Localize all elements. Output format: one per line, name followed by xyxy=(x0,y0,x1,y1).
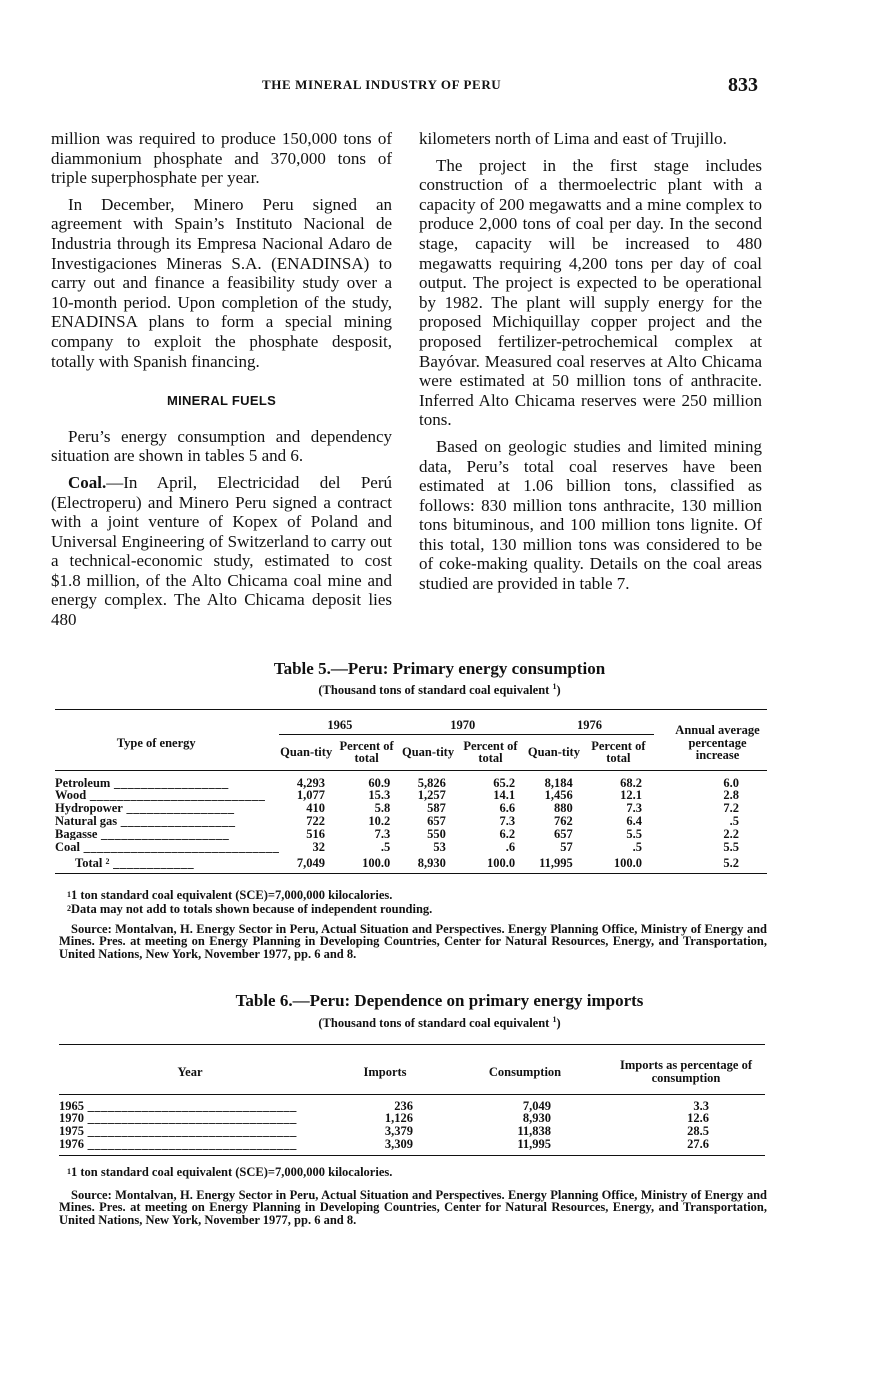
table-cell: 6.2 xyxy=(499,826,516,841)
table5-footnote-1: $^1$1 ton standard coal equivalent (SCE)=7,000,000 kilocalories. xyxy=(67,888,393,902)
table-cell: 12.1 xyxy=(620,788,642,803)
table-row xyxy=(55,840,767,853)
col-header-type: Type of energy xyxy=(116,735,196,750)
section-heading: MINERAL FUELS xyxy=(166,393,277,409)
table-row xyxy=(59,1138,765,1151)
table-cell: 1,257 xyxy=(417,788,446,803)
table-cell: 1,077 xyxy=(296,788,325,803)
table-cell: 5,826 xyxy=(417,775,446,790)
paragraph: In December, Minero Peru signed an agreement with Spain’s Instituto Nacional de Industria through its Empresa Nacional Adaro de Investigaciones Mineras S.A. (ENADINSA) to carry out and finance a feasibility study over a 10-month period. Upon completion of the study, ENADINSA plans to form a special mining company to exploit the phosphate desposit, totally with Spanish financing. xyxy=(51,194,392,371)
table-cell-consumption: 7,049 xyxy=(522,1098,551,1113)
table-row xyxy=(55,828,767,841)
table6 xyxy=(59,1050,765,1156)
table-row xyxy=(59,1125,765,1138)
table-cell: 5.5 xyxy=(626,826,642,841)
year-header: 1976 xyxy=(525,716,654,734)
table-cell: 6.0 xyxy=(723,775,739,790)
table-cell: 14.1 xyxy=(493,788,516,803)
table-cell-pct: 12.6 xyxy=(687,1111,709,1126)
year-header: 1965 xyxy=(279,716,400,734)
total-cell: 7,049 xyxy=(296,856,325,871)
table-cell-pct: 3.3 xyxy=(693,1098,709,1113)
table-cell: 10.2 xyxy=(368,814,391,829)
col-header-annual: Annual average percentage increase xyxy=(675,723,760,762)
table-cell: 657 xyxy=(554,826,573,841)
table5-top-rule xyxy=(55,709,767,710)
col-header-pct-consumption: Imports as percentage of consumption xyxy=(619,1058,753,1085)
paragraph: million was required to produce 150,000 tons of diammonium phosphate and 370,000 tons of triple superphosphate per year. xyxy=(51,129,392,188)
table-cell-pct: 28.5 xyxy=(687,1124,709,1139)
table-cell: 516 xyxy=(306,826,325,841)
table-cell: .5 xyxy=(632,839,642,854)
table-cell: 762 xyxy=(554,814,573,829)
table-cell-consumption: 11,995 xyxy=(517,1137,551,1152)
col-header-pct: Percent of total xyxy=(463,738,518,765)
table-cell: .5 xyxy=(380,839,391,854)
year-header: 1970 xyxy=(400,716,525,734)
total-cell: 11,995 xyxy=(539,856,573,871)
table-cell: 550 xyxy=(427,826,446,841)
col-header-qty: Quan-tity xyxy=(527,744,580,759)
table6-subtitle: (Thousand tons of standard coal equivalent $^1$) xyxy=(318,1015,561,1030)
paragraph: kilometers north of Lima and east of Trujillo. xyxy=(419,129,727,148)
table-cell: 7.2 xyxy=(723,801,739,816)
table-cell: 65.2 xyxy=(493,775,516,790)
table6-source: Source: Montalvan, H. Energy Sector in Peru, Actual Situation and Perspectives. Energy Planning Office, Ministry of Energy and Mines. Pres. at meeting on Energy Planning in Developing Countries, Center for Natural Resources, Energy, and Transportation, United Nations, New York, November 1977, pp. 6 and 8. xyxy=(59,1188,767,1227)
table-cell: 57 xyxy=(560,839,573,854)
col-header-qty: Quan-tity xyxy=(402,744,455,759)
row-year: 1976 _______________________________ xyxy=(59,1137,297,1151)
table-cell: 5.5 xyxy=(723,839,739,854)
table-row xyxy=(55,789,767,802)
total-cell: 100.0 xyxy=(613,856,642,871)
table-row xyxy=(59,1100,765,1113)
table-cell-imports: 1,126 xyxy=(384,1111,413,1126)
row-label: Wood __________________________ xyxy=(55,789,266,803)
total-cell: 100.0 xyxy=(486,856,516,871)
table-cell: 4,293 xyxy=(296,775,325,790)
table-cell-consumption: 11,838 xyxy=(517,1124,551,1139)
col-header-qty: Quan-tity xyxy=(280,744,333,759)
row-year: 1975 _______________________________ xyxy=(59,1125,297,1138)
col-header-pct: Percent of total xyxy=(339,738,394,765)
paragraph-coal xyxy=(51,473,392,630)
running-head: THE MINERAL INDUSTRY OF PERU xyxy=(262,77,502,92)
table-cell: 32 xyxy=(312,839,325,854)
page-number: 833 xyxy=(728,74,758,96)
col-header-pct: Percent of total xyxy=(591,738,646,765)
table-cell: 587 xyxy=(427,801,446,816)
total-row xyxy=(55,855,767,871)
total-cell: 100.0 xyxy=(362,856,391,871)
row-label: Hydropower ________________ xyxy=(55,802,235,815)
paragraph: The project in the first stage includes construction of a thermoelectric plant with a capacity of 200 megawatts and a mine complex to produce 2,000 tons of coal per day. In the second stage, capacity will be increased to 480 megawatts requiring 4,200 tons per day of coal output. The project is expected to be operational by 1982. The plant will supply energy for the proposed Michiquillay copper project and the proposed fertilizer-petrochemical complex at Bayóvar. Measured coal reserves at Alto Chicama were estimated at 50 million tons of anthracite. Inferred Alto Chicama reserves were 250 million tons. xyxy=(419,155,762,430)
table-cell: 68.2 xyxy=(620,775,642,790)
table-cell-pct: 27.6 xyxy=(687,1137,709,1152)
table-cell: 2.2 xyxy=(723,826,739,841)
table5-source: Source: Montalvan, H. Energy Sector in Peru, Actual Situation and Perspectives. Energy Planning Office, Ministry of Energy and Mines. Pres. at meeting on Energy Planning in Developing Countries, Center for Natural Resources, Energy, and Transportation, United Nations, New York, November 1977, pp. 6 and 8. xyxy=(59,922,767,961)
col-header-consumption: Consumption xyxy=(488,1064,562,1079)
table-cell: 7.3 xyxy=(499,814,516,829)
table-cell: 657 xyxy=(427,814,446,829)
table5 xyxy=(55,716,767,874)
total-label: Total $^2$ ____________ xyxy=(75,856,195,871)
table6-title: Table 6.—Peru: Dependence on primary energy imports xyxy=(235,991,644,1010)
total-cell: 8,930 xyxy=(417,856,446,871)
table-cell-imports: 3,309 xyxy=(384,1137,413,1152)
table-cell: 7.3 xyxy=(374,826,391,841)
table-cell: 60.9 xyxy=(368,775,391,790)
paragraph: Based on geologic studies and limited mining data, Peru’s total coal reserves have been estimated at 1.06 billion tons, classified as follows: 830 million tons anthracite, 130 million tons bituminous, and 100 million tons lignite. Of this total, 130 million tons was considered to be of coke-making quality. Details on the coal areas studied are provided in table 7. xyxy=(419,436,762,594)
total-cell: 5.2 xyxy=(723,856,739,871)
table-cell: 6.6 xyxy=(499,801,516,816)
table-cell: 722 xyxy=(306,814,325,829)
table5-footnote-2: $^2$Data may not add to totals shown because of independent rounding. xyxy=(67,902,433,916)
table5-title: Table 5.—Peru: Primary energy consumption xyxy=(273,659,606,678)
row-label: Coal _____________________________ xyxy=(55,840,280,854)
table-cell: 53 xyxy=(433,839,446,854)
right-column xyxy=(419,129,762,594)
row-year: 1965 _______________________________ xyxy=(59,1099,297,1113)
table6-top-rule xyxy=(59,1044,765,1045)
paragraph: Peru’s energy consumption and dependency situation are shown in tables 5 and 6. xyxy=(51,426,392,466)
col-header-year: Year xyxy=(177,1064,203,1079)
row-label: Bagasse ___________________ xyxy=(55,827,230,841)
paragraph-text: —In April, Electricidad del Perú (Electroperu) and Minero Peru signed a contract with a joint venture of Kopex of Poland and Universal Engineering of Switzerland to carry out a technical-economic study, estimated to cost $1.8 million, of the Alto Chicama coal mine and energy complex. The Alto Chicama deposit lies 480 xyxy=(51,472,392,630)
table-cell: 5.8 xyxy=(374,801,391,816)
run-in-heading: Coal. xyxy=(68,472,107,492)
table-cell-imports: 3,379 xyxy=(384,1124,413,1139)
col-header-imports: Imports xyxy=(363,1064,407,1079)
row-label: Natural gas _________________ xyxy=(55,814,236,828)
left-column xyxy=(51,129,392,630)
table-cell: 410 xyxy=(306,801,325,816)
table-cell: 6.4 xyxy=(626,814,642,829)
table5-subtitle: (Thousand tons of standard coal equivalent $^1$) xyxy=(318,682,561,697)
table-row xyxy=(55,777,767,790)
table-cell: 15.3 xyxy=(368,788,391,803)
table-cell: 7.3 xyxy=(626,801,642,816)
table-row xyxy=(55,815,767,828)
row-label: Petroleum _________________ xyxy=(55,776,229,790)
table-cell: .5 xyxy=(729,814,739,829)
table-cell: 880 xyxy=(554,801,573,816)
table-cell: 8,184 xyxy=(544,775,573,790)
table6-footnote-1: $^1$1 ton standard coal equivalent (SCE)=7,000,000 kilocalories. xyxy=(67,1165,393,1179)
row-year: 1970 _______________________________ xyxy=(59,1112,297,1126)
table-cell: .6 xyxy=(505,839,516,854)
table-cell: 1,456 xyxy=(544,788,573,803)
table-row xyxy=(55,802,767,815)
table-cell-imports: 236 xyxy=(394,1098,413,1113)
table-row xyxy=(59,1112,765,1125)
table-cell: 2.8 xyxy=(723,788,739,803)
table-cell-consumption: 8,930 xyxy=(522,1111,551,1126)
